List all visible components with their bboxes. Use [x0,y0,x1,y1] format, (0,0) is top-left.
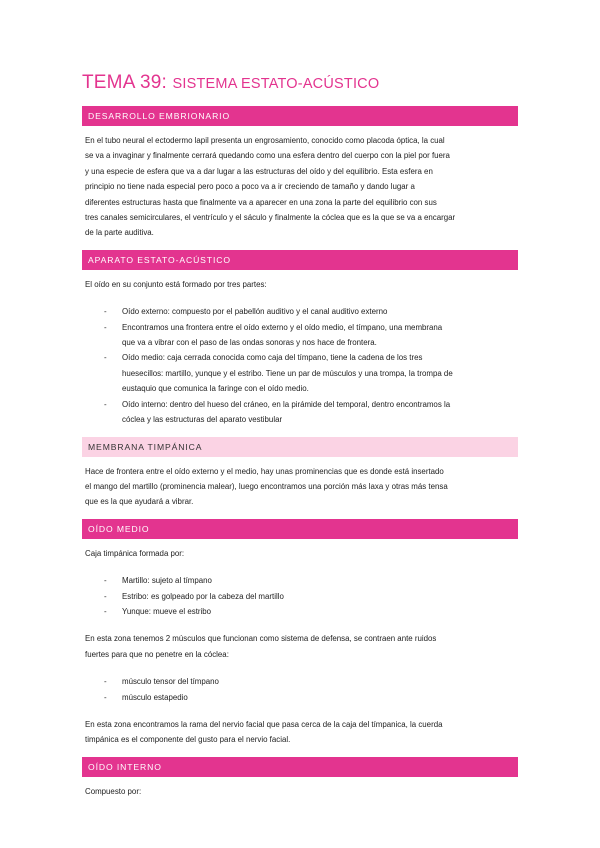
section-heading-aparato: APARATO ESTATO-ACÚSTICO [82,250,518,270]
section-heading-desarrollo: DESARROLLO EMBRIONARIO [82,106,518,126]
list-item-text: músculo tensor del tímpano [122,677,219,687]
list-item [82,604,518,619]
bullet-dash: - [104,322,107,332]
list-item-text: Encontramos una frontera entre el oído externo y el oído medio, el tímpano, una membrana que va a vibrar con el paso de las ondas sonoras y nos hace de frontera. [122,322,443,348]
text-line: se va a invaginar y finalmente cerrará quedando como una esfera dentro del cuerpo con la piel por fuera [85,151,450,161]
text-line: de la parte auditiva. [85,228,154,238]
text-line: Hace de frontera entre el oído externo y el medio, hay unas prominencias que es donde está insertado [85,466,444,476]
title-number: TEMA 39: [82,72,173,93]
text-line: y una especie de esfera que va a dar lugar a las estructuras del oído y del equilibrio. Esta esfera en [85,166,433,176]
list-item-text: Estribo: es golpeado por la cabeza del martillo [122,591,284,601]
text-line: principio no tiene nada especial pero poco a poco va a ir creciendo de tamaño y dando lugar a [85,182,415,192]
list-item [82,320,518,351]
list-item [82,589,518,604]
list-item [82,690,518,705]
text-line: fuertes para que no penetre en la cóclea: [85,649,229,659]
section-heading-medio: OÍDO MEDIO [82,519,518,539]
bullet-dash: - [104,692,107,702]
list-item [82,397,518,428]
list-item-text: Oído interno: dentro del hueso del cráneo, en la pirámide del temporal, dentro encontramos la cóclea y las estructuras del aparato vestibular [122,399,451,425]
bullet-dash: - [104,307,107,317]
paragraph-medio-nervio [82,717,518,748]
bullet-dash: - [104,399,107,409]
document-page [82,72,518,799]
bullet-dash: - [104,591,107,601]
paragraph-membrana [82,464,518,510]
paragraph-medio-musculos [82,631,518,662]
paragraph-desarrollo [82,133,518,241]
list-musculos [82,674,518,705]
list-item [82,350,518,396]
list-item [82,674,518,689]
text-line: En esta zona encontramos la rama del nervio facial que pasa cerca de la caja del tímpanica, la cuerda [85,719,443,729]
list-item-text: músculo estapedio [122,692,188,702]
list-item-text: Oído externo: compuesto por el pabellón auditivo y el canal auditivo externo [122,307,388,317]
text-line: En esta zona tenemos 2 músculos que funcionan como sistema de defensa, se contraen ante ruidos [85,634,437,644]
list-medio [82,573,518,619]
bullet-dash: - [104,606,107,616]
text-line: tres canales semicirculares, el ventrículo y el sáculo y finalmente la cóclea que es la que se va a encargar [85,213,456,223]
text-line: diferentes estructuras hasta que finalmente va a aparecer en una zona la parte del equilibrio con sus [85,197,437,207]
list-item-text: Oído medio: caja cerrada conocida como caja del tímpano, tiene la cadena de los tres huesecillos: martillo, yunque y el estribo. Tiene un par de músculos y una trompa, la trompa de eustaquio que comunica la faringe con el oído medio. [122,353,453,394]
text-line: que es la que ayudará a vibrar. [85,497,194,507]
bullet-dash: - [104,576,107,586]
section-heading-membrana: MEMBRANA TIMPÁNICA [82,437,518,457]
list-item [82,304,518,319]
page-title [82,72,518,94]
bullet-dash: - [104,353,107,363]
text-line: En el tubo neural el ectodermo lapil presenta un engrosamiento, conocido como placoda óptica, la cual [85,136,445,145]
list-item-text: Martillo: sujeto al tímpano [122,576,212,586]
text-line: timpánica es el componente del gusto para el nervio facial. [85,735,291,745]
text-line: el mango del martillo (prominencia malear), luego encontramos una porción más laxa y otras más tensa [85,481,448,491]
list-item-text: Yunque: mueve el estribo [122,606,212,616]
list-aparato [82,304,518,427]
title-text: SISTEMA ESTATO-ACÚSTICO [172,76,380,92]
intro-interno: Compuesto por: [85,786,142,796]
intro-medio: Caja timpánica formada por: [85,548,185,558]
bullet-dash: - [104,677,107,687]
section-heading-interno: OÍDO INTERNO [82,757,518,777]
list-item [82,573,518,588]
intro-aparato: El oído en su conjunto está formado por tres partes: [85,279,267,289]
